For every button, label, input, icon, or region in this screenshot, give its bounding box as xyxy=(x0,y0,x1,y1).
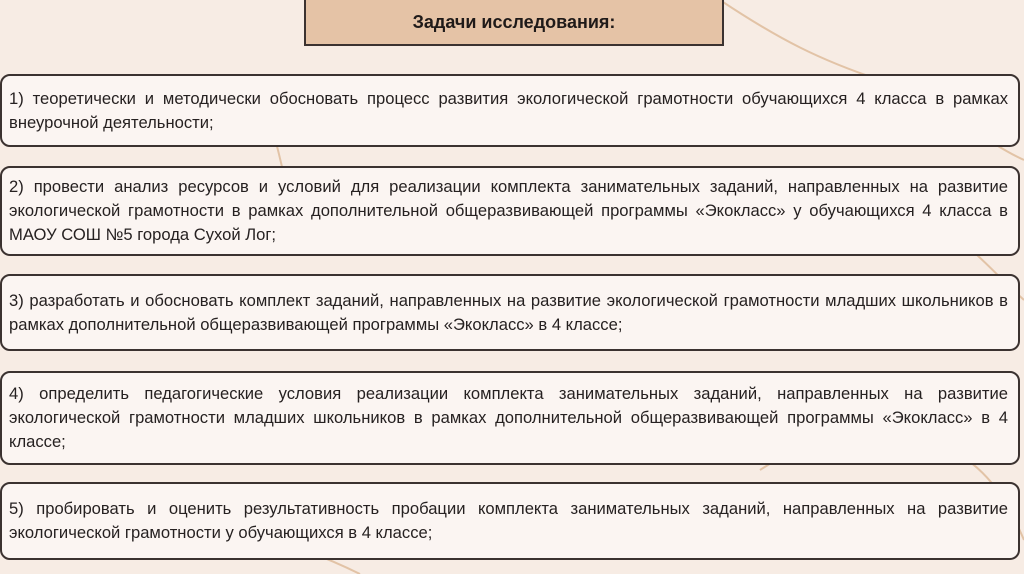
task-item-5 xyxy=(0,482,1020,560)
task-item-2 xyxy=(0,166,1020,256)
task-text-1: 1) теоретически и методически обосновать процесс развития экологической грамотности обучающихся 4 класса в рамках внеурочной деятельности; xyxy=(9,88,1008,132)
task-text-5: 5) пробировать и оценить результативность пробации комплекта занимательных заданий, направленных на развитие экологической грамотности у обучающихся в 4 классе; xyxy=(9,499,1008,542)
task-text-2: 2) провести анализ ресурсов и условий для реализации комплекта занимательных заданий, направленных на развитие экологической грамотности в рамках дополнительной общеразвивающей программы «Экокласс» у обучающихся 4 класса в МАОУ СОШ №5 города Сухой Лог; xyxy=(9,177,1008,244)
page-title: Задачи исследования: xyxy=(412,11,616,32)
title-box xyxy=(304,0,724,46)
task-text-3: 3) разработать и обосновать комплект заданий, направленных на развитие экологической грамотности младших школьников в рамках дополнительной общеразвивающей программы «Экокласс» в 4 классе; xyxy=(9,290,1008,334)
task-item-1 xyxy=(0,74,1020,147)
task-item-3 xyxy=(0,274,1020,351)
task-item-4 xyxy=(0,371,1020,465)
task-text-4: 4) определить педагогические условия реализации комплекта занимательных заданий, направленных на развитие экологической грамотности младших школьников в рамках дополнительной общеразвивающей программы «Экокласс» в 4 классе; xyxy=(9,384,1008,451)
